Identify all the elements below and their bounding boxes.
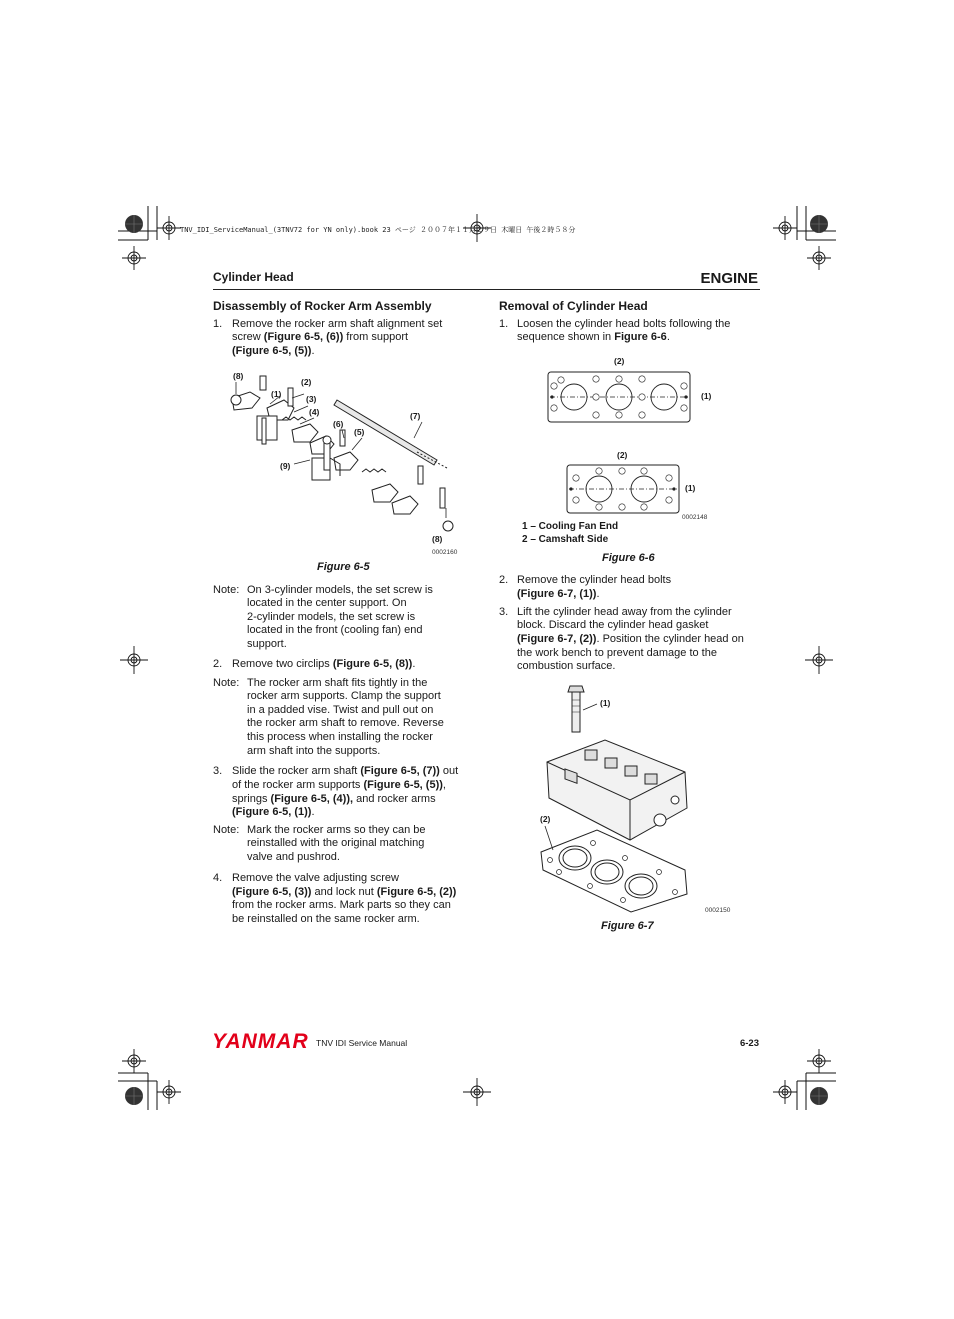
print-info: TNV_IDI_ServiceManual_(3TNV72 for YN only).book 23 ページ ２００７年１１月２９日 木曜日 午後２時５８分 (180, 226, 576, 234)
fig65-label-8a: (8) (233, 371, 244, 381)
fig65-label-2: (2) (301, 377, 312, 387)
note-line: in a padded vise. Twist and pull out on (247, 704, 434, 716)
fig66-legend-2: 2 – Camshaft Side (522, 534, 609, 545)
note-line: this process when installing the rocker (247, 731, 433, 743)
step-text: block. Discard the cylinder head gasket (517, 619, 709, 631)
fig67-label-1: (1) (600, 698, 611, 708)
fig65-label-8b: (8) (432, 534, 443, 544)
fig67-label-2: (2) (540, 814, 551, 824)
step-text: of the rocker arm supports (Figure 6-5, (5)), (232, 779, 446, 791)
note-line: On 3-cylinder models, the set screw is (247, 584, 433, 596)
step-text: the work bench to prevent damage to the (517, 647, 717, 659)
step-number: 1. (499, 318, 509, 330)
left-section-title: Disassembly of Rocker Arm Assembly (213, 299, 432, 313)
fig65-label-9: (9) (280, 461, 291, 471)
step-number: 2. (499, 574, 509, 586)
fig65-label-3: (3) (306, 394, 317, 404)
step-number: 3. (499, 606, 509, 618)
header-rule (213, 289, 760, 290)
note-line: The rocker arm shaft fits tightly in the (247, 677, 428, 689)
fig66-bottom-label-2: (2) (617, 450, 628, 460)
fig66-bottom-label-1: (1) (685, 483, 696, 493)
note-line: rocker arm supports. Clamp the support (247, 690, 441, 702)
note-line: the rocker arm shaft to remove. Reverse (247, 717, 444, 729)
step-text: Slide the rocker arm shaft (Figure 6-5, (7)) out (232, 765, 459, 777)
step-text: Remove the cylinder head bolts (517, 574, 672, 586)
chapter-header: ENGINE (700, 270, 758, 287)
note-line: 2-cylinder models, the set screw is (247, 611, 416, 623)
step-text: (Figure 6-5, (5)). (232, 345, 315, 357)
fig65-code: 0002160 (432, 549, 458, 556)
note-line: arm shaft into the supports. (247, 745, 381, 757)
figure-6-5-caption: Figure 6-5 (317, 561, 370, 573)
yanmar-logo: YANMAR (212, 1030, 309, 1053)
note-tag: Note: (213, 584, 240, 596)
step-text: Loosen the cylinder head bolts following the (517, 318, 731, 330)
step-text: springs (Figure 6-5, (4)), and rocker arms (232, 793, 436, 805)
fig65-label-4: (4) (309, 407, 320, 417)
note-tag: Note: (213, 677, 240, 689)
figure-6-5-rocker-arm-drawing (222, 368, 462, 558)
step-text: be reinstalled on the same rocker arm. (232, 913, 420, 925)
step-text: (Figure 6-5, (3)) and lock nut (Figure 6-5, (2)) (232, 886, 457, 898)
step-text: Remove two circlips (Figure 6-5, (8)). (232, 658, 416, 670)
fig65-label-1: (1) (271, 389, 282, 399)
note-line: Mark the rocker arms so they can be (247, 824, 426, 836)
step-text: Remove the rocker arm shaft alignment set (232, 318, 443, 330)
step-text: combustion surface. (517, 660, 616, 672)
step-number: 1. (213, 318, 223, 330)
step-number: 4. (213, 872, 223, 884)
fig66-top-label-1: (1) (701, 391, 712, 401)
right-section-title: Removal of Cylinder Head (499, 299, 648, 313)
step-text: screw (Figure 6-5, (6)) from support (232, 331, 409, 343)
step-text: Lift the cylinder head away from the cylinder (517, 606, 732, 618)
step-text: Remove the valve adjusting screw (232, 872, 399, 884)
footer-manual-title: TNV IDI Service Manual (316, 1038, 408, 1048)
step-number: 3. (213, 765, 223, 777)
note-line: located in the front (cooling fan) end (247, 624, 423, 636)
section-header: Cylinder Head (213, 270, 294, 284)
step-text: from the rocker arms. Mark parts so they can (232, 899, 451, 911)
fig65-label-6: (6) (333, 419, 344, 429)
page-number: 6-23 (739, 1038, 759, 1049)
note-line: support. (247, 638, 287, 650)
step-text: (Figure 6-7, (2)). Position the cylinder head on (517, 633, 744, 645)
fig66-legend-1: 1 – Cooling Fan End (522, 521, 619, 532)
figure-6-6-2cyl-sequence (564, 463, 684, 517)
fig67-code: 0002150 (705, 907, 731, 914)
figure-6-7-caption: Figure 6-7 (601, 920, 654, 932)
figure-6-6-3cyl-sequence (544, 370, 694, 426)
step-text: (Figure 6-7, (1)). (517, 588, 600, 600)
step-text: sequence shown in Figure 6-6. (517, 331, 670, 343)
note-tag: Note: (213, 824, 240, 836)
figure-6-7-cylinder-head-drawing (535, 680, 705, 910)
figure-6-6-caption: Figure 6-6 (602, 552, 655, 564)
note-line: valve and pushrod. (247, 851, 340, 863)
step-number: 2. (213, 658, 223, 670)
step-text: (Figure 6-5, (1)). (232, 806, 315, 818)
fig65-label-7: (7) (410, 411, 421, 421)
fig66-code: 0002148 (682, 514, 708, 521)
note-line: reinstalled with the original matching (247, 837, 425, 849)
fig66-top-label-2: (2) (614, 356, 625, 366)
note-line: located in the center support. On (247, 597, 407, 609)
fig65-label-5: (5) (354, 427, 365, 437)
